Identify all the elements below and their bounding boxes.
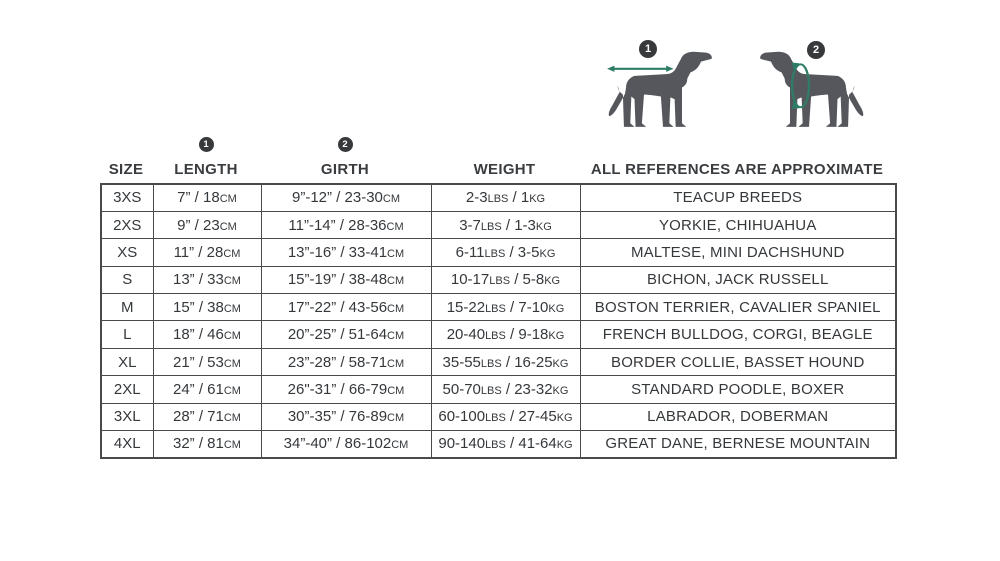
- length-cell: 21” / 53cm: [153, 348, 261, 375]
- size-cell: 3XL: [101, 403, 153, 430]
- table-row: [101, 266, 896, 293]
- girth-cell: 9”-12” / 23-30cm: [261, 184, 431, 211]
- dog-girth-figure: [752, 50, 866, 134]
- weight-cell: 6-11lbs / 3-5kg: [431, 239, 580, 266]
- length-column-badge: 1: [199, 137, 214, 152]
- girth-cell: 15”-19” / 38-48cm: [261, 266, 431, 293]
- size-cell: 4XL: [101, 431, 153, 458]
- breeds-cell: BORDER COLLIE, BASSET HOUND: [580, 348, 896, 375]
- size-cell: XL: [101, 348, 153, 375]
- weight-cell: 35-55lbs / 16-25kg: [431, 348, 580, 375]
- table-row: [101, 348, 896, 375]
- badge-spacer: [100, 136, 152, 156]
- badge-spacer: [579, 136, 895, 156]
- table-row: [101, 321, 896, 348]
- size-cell: XS: [101, 239, 153, 266]
- girth-cell: 23”-28” / 58-71cm: [261, 348, 431, 375]
- weight-cell: 15-22lbs / 7-10kg: [431, 294, 580, 321]
- length-cell: 28” / 71cm: [153, 403, 261, 430]
- table-row: [101, 403, 896, 430]
- badge-spacer: [430, 136, 579, 156]
- girth-cell: 20”-25” / 51-64cm: [261, 321, 431, 348]
- weight-cell: 90-140lbs / 41-64kg: [431, 431, 580, 458]
- breeds-cell: LABRADOR, DOBERMAN: [580, 403, 896, 430]
- size-chart: [100, 136, 895, 459]
- table-row: [101, 376, 896, 403]
- table-row: [101, 184, 896, 211]
- size-cell: L: [101, 321, 153, 348]
- size-table-body: [101, 184, 896, 458]
- column-header-size: SIZE: [108, 161, 144, 178]
- table-row: [101, 431, 896, 458]
- weight-cell: 20-40lbs / 9-18kg: [431, 321, 580, 348]
- breeds-cell: GREAT DANE, BERNESE MOUNTAIN: [580, 431, 896, 458]
- column-header-girth: GIRTH: [320, 161, 370, 178]
- girth-cell: 26"-31” / 66-79cm: [261, 376, 431, 403]
- table-row: [101, 211, 896, 238]
- length-cell: 15” / 38cm: [153, 294, 261, 321]
- weight-cell: 50-70lbs / 23-32kg: [431, 376, 580, 403]
- breeds-cell: BICHON, JACK RUSSELL: [580, 266, 896, 293]
- column-header-breeds: ALL REFERENCES ARE APPROXIMATE: [590, 161, 884, 178]
- weight-cell: 60-100lbs / 27-45kg: [431, 403, 580, 430]
- breeds-cell: TEACUP BREEDS: [580, 184, 896, 211]
- breeds-cell: MALTESE, MINI DACHSHUND: [580, 239, 896, 266]
- size-table: [100, 183, 897, 459]
- measure-1-badge: 1: [639, 40, 657, 58]
- column-header-weight: WEIGHT: [473, 161, 536, 178]
- header-label-row: [100, 156, 895, 183]
- size-cell: 2XL: [101, 376, 153, 403]
- girth-cell: 30”-35” / 76-89cm: [261, 403, 431, 430]
- breeds-cell: FRENCH BULLDOG, CORGI, BEAGLE: [580, 321, 896, 348]
- weight-cell: 3-7lbs / 1-3kg: [431, 211, 580, 238]
- header-badge-row: [100, 136, 895, 156]
- girth-cell: 17”-22” / 43-56cm: [261, 294, 431, 321]
- length-measure-arrow: [607, 66, 674, 72]
- breeds-cell: BOSTON TERRIER, CAVALIER SPANIEL: [580, 294, 896, 321]
- dog-length-figure: [606, 50, 720, 134]
- measure-2-badge: 2: [807, 41, 825, 59]
- girth-cell: 13”-16” / 33-41cm: [261, 239, 431, 266]
- girth-column-badge: 2: [338, 137, 353, 152]
- size-cell: 3XS: [101, 184, 153, 211]
- size-cell: M: [101, 294, 153, 321]
- length-cell: 24” / 61cm: [153, 376, 261, 403]
- girth-cell: 34”-40” / 86-102cm: [261, 431, 431, 458]
- table-row: [101, 294, 896, 321]
- size-cell: 2XS: [101, 211, 153, 238]
- dog-silhouette-left-icon: [752, 50, 866, 134]
- length-cell: 32” / 81cm: [153, 431, 261, 458]
- size-cell: S: [101, 266, 153, 293]
- column-header-length: LENGTH: [174, 161, 238, 178]
- length-cell: 18” / 46cm: [153, 321, 261, 348]
- length-cell: 13” / 33cm: [153, 266, 261, 293]
- weight-cell: 10-17lbs / 5-8kg: [431, 266, 580, 293]
- table-row: [101, 239, 896, 266]
- length-cell: 9” / 23cm: [153, 211, 261, 238]
- weight-cell: 2-3lbs / 1kg: [431, 184, 580, 211]
- breeds-cell: YORKIE, CHIHUAHUA: [580, 211, 896, 238]
- breeds-cell: STANDARD POODLE, BOXER: [580, 376, 896, 403]
- length-cell: 7” / 18cm: [153, 184, 261, 211]
- dog-silhouette-right-icon: [606, 50, 720, 134]
- length-cell: 11” / 28cm: [153, 239, 261, 266]
- girth-cell: 11”-14” / 28-36cm: [261, 211, 431, 238]
